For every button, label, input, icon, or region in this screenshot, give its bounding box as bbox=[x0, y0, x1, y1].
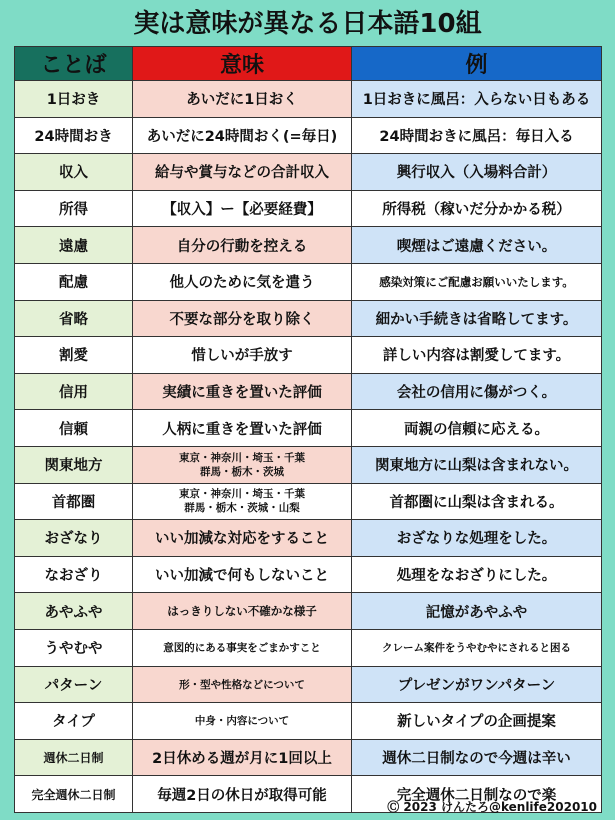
table-row bbox=[15, 117, 602, 154]
meaning-cell: あいだに24時間おく(=毎日) bbox=[133, 117, 352, 154]
word-cell: 週休二日制 bbox=[15, 739, 133, 776]
header-example: 例 bbox=[352, 47, 602, 81]
word-cell: 完全週休二日制 bbox=[15, 776, 133, 813]
meaning-cell: 毎週2日の休日が取得可能 bbox=[133, 776, 352, 813]
meaning-cell: 給与や賞与などの合計収入 bbox=[133, 154, 352, 191]
example-cell: 喫煙はご遠慮ください。 bbox=[352, 227, 602, 264]
copyright: Ⓒ 2023 けんたろ@kenlife202010 bbox=[387, 800, 597, 814]
example-cell: 両親の信頼に応える。 bbox=[352, 410, 602, 447]
table-row bbox=[15, 666, 602, 703]
word-cell: 24時間おき bbox=[15, 117, 133, 154]
word-cell: 信頼 bbox=[15, 410, 133, 447]
example-cell: 処理をなおざりにした。 bbox=[352, 556, 602, 593]
meaning-cell bbox=[133, 446, 352, 483]
word-cell: パターン bbox=[15, 666, 133, 703]
meaning-line: 群馬・栃木・茨城・山梨 bbox=[184, 502, 300, 515]
table-row bbox=[15, 373, 602, 410]
table-row bbox=[15, 81, 602, 118]
meaning-cell: 自分の行動を控える bbox=[133, 227, 352, 264]
meaning-cell bbox=[133, 483, 352, 520]
table-row bbox=[15, 410, 602, 447]
word-cell: うやむや bbox=[15, 629, 133, 666]
example-cell: 興行収入（入場料合計） bbox=[352, 154, 602, 191]
table-row bbox=[15, 739, 602, 776]
word-cell: 信用 bbox=[15, 373, 133, 410]
example-cell: おざなりな処理をした。 bbox=[352, 520, 602, 557]
table-row bbox=[15, 337, 602, 374]
table-row bbox=[15, 703, 602, 740]
example-cell: 感染対策にご配慮お願いいたします。 bbox=[352, 263, 602, 300]
example-cell: プレゼンがワンパターン bbox=[352, 666, 602, 703]
table-row bbox=[15, 520, 602, 557]
meaning-cell: 人柄に重きを置いた評価 bbox=[133, 410, 352, 447]
table-row bbox=[15, 154, 602, 191]
meaning-line: 東京・神奈川・埼玉・千葉 bbox=[179, 451, 305, 464]
word-cell: 首都圏 bbox=[15, 483, 133, 520]
example-cell: 記憶があやふや bbox=[352, 593, 602, 630]
table-body bbox=[15, 81, 602, 813]
meaning-cell: 惜しいが手放す bbox=[133, 337, 352, 374]
example-cell: 首都圏に山梨は含まれる。 bbox=[352, 483, 602, 520]
example-cell: 1日おきに風呂：入らない日もある bbox=[352, 81, 602, 118]
example-cell: 所得税（稼いだ分かかる税） bbox=[352, 190, 602, 227]
meaning-cell: いい加減で何もしないこと bbox=[133, 556, 352, 593]
word-cell: 1日おき bbox=[15, 81, 133, 118]
example-cell: 週休二日制なので今週は辛い bbox=[352, 739, 602, 776]
table-row bbox=[15, 300, 602, 337]
word-cell: 所得 bbox=[15, 190, 133, 227]
word-cell: あやふや bbox=[15, 593, 133, 630]
meaning-cell: あいだに1日おく bbox=[133, 81, 352, 118]
word-cell: おざなり bbox=[15, 520, 133, 557]
table-row bbox=[15, 263, 602, 300]
table-row bbox=[15, 483, 602, 520]
table-row bbox=[15, 227, 602, 264]
word-cell: 配慮 bbox=[15, 263, 133, 300]
example-cell: 会社の信用に傷がつく。 bbox=[352, 373, 602, 410]
example-cell: 詳しい内容は割愛してます。 bbox=[352, 337, 602, 374]
meaning-line: 東京・神奈川・埼玉・千葉 bbox=[179, 488, 305, 501]
meaning-cell: 2日休める週が月に1回以上 bbox=[133, 739, 352, 776]
example-cell: 完全週休二日制なので楽 bbox=[352, 776, 602, 813]
example-cell: 24時間おきに風呂：毎日入る bbox=[352, 117, 602, 154]
header-meaning: 意味 bbox=[133, 47, 352, 81]
word-cell: タイプ bbox=[15, 703, 133, 740]
table-row bbox=[15, 556, 602, 593]
word-table bbox=[14, 46, 602, 813]
header-row bbox=[15, 47, 602, 81]
word-cell: 省略 bbox=[15, 300, 133, 337]
meaning-cell: 中身・内容について bbox=[133, 703, 352, 740]
meaning-cell: いい加減な対応をすること bbox=[133, 520, 352, 557]
meaning-cell: 不要な部分を取り除く bbox=[133, 300, 352, 337]
example-cell: 細かい手続きは省略してます。 bbox=[352, 300, 602, 337]
page-title: 実は意味が異なる日本語10組 bbox=[133, 9, 482, 39]
table-row bbox=[15, 446, 602, 483]
table-row bbox=[15, 629, 602, 666]
word-cell: なおざり bbox=[15, 556, 133, 593]
meaning-cell: 実績に重きを置いた評価 bbox=[133, 373, 352, 410]
meaning-cell: 【収入】ー【必要経費】 bbox=[133, 190, 352, 227]
word-cell: 遠慮 bbox=[15, 227, 133, 264]
meaning-cell: 形・型や性格などについて bbox=[133, 666, 352, 703]
table-row bbox=[15, 593, 602, 630]
word-cell: 割愛 bbox=[15, 337, 133, 374]
meaning-cell: はっきりしない不確かな様子 bbox=[133, 593, 352, 630]
word-cell: 関東地方 bbox=[15, 446, 133, 483]
example-cell: 関東地方に山梨は含まれない。 bbox=[352, 446, 602, 483]
example-cell: クレーム案件をうやむやにされると困る bbox=[352, 629, 602, 666]
header-word: ことば bbox=[15, 47, 133, 81]
meaning-line: 群馬・栃木・茨城 bbox=[200, 465, 284, 478]
example-cell: 新しいタイプの企画提案 bbox=[352, 703, 602, 740]
meaning-cell: 意図的にある事実をごまかすこと bbox=[133, 629, 352, 666]
word-cell: 収入 bbox=[15, 154, 133, 191]
meaning-cell: 他人のために気を遣う bbox=[133, 263, 352, 300]
table-row bbox=[15, 190, 602, 227]
